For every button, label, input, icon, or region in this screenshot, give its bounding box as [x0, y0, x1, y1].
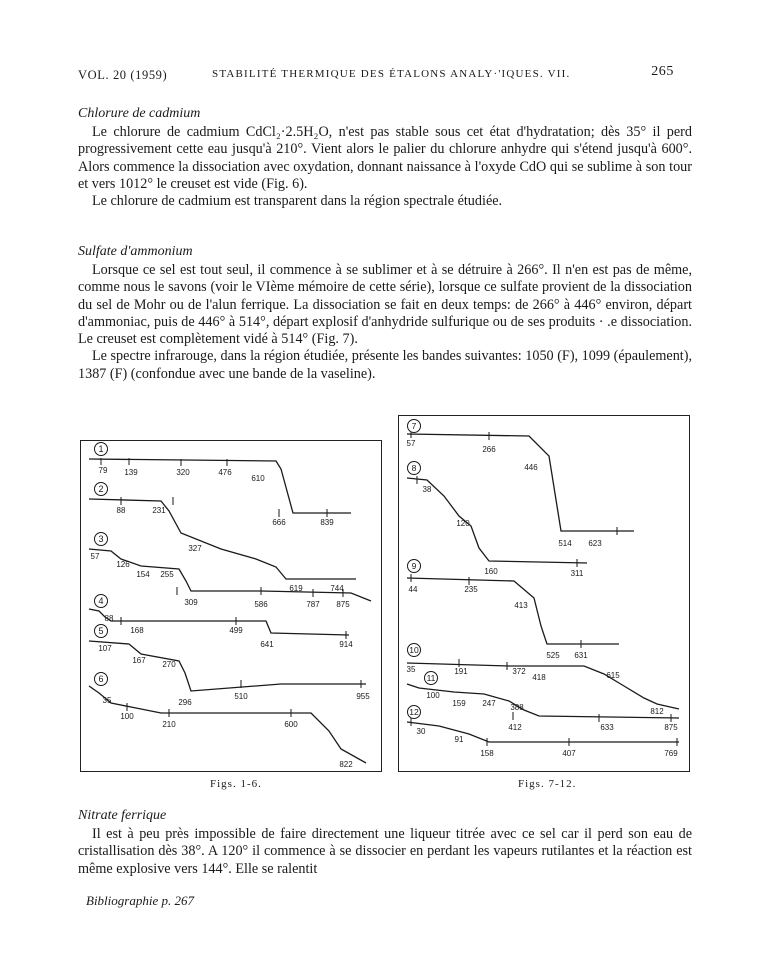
- temperature-label: 615: [606, 671, 620, 680]
- paragraph: Le chlorure de cadmium est transparent dans la région spectrale étudiée.: [92, 193, 503, 210]
- section-title-chlorure: Chlorure de cadmium: [78, 106, 201, 121]
- temperature-label: 514: [558, 539, 572, 548]
- temperature-label: 610: [251, 474, 265, 483]
- temperature-label: 120: [456, 519, 470, 528]
- temperature-label: 388: [510, 703, 524, 712]
- curve-number: 1: [98, 444, 104, 454]
- temperature-label: 955: [356, 692, 370, 701]
- thermogram-figs-1-6: [81, 441, 381, 771]
- temperature-label: 100: [120, 712, 134, 721]
- figure-left-box: [80, 440, 382, 772]
- temperature-label: 412: [508, 723, 522, 732]
- temperature-label: 91: [454, 735, 464, 744]
- curve-number: 9: [411, 561, 417, 571]
- curve-number: 3: [98, 534, 104, 544]
- section-body-sulfate: [78, 262, 692, 383]
- running-header-volume: VOL. 20 (1959): [78, 68, 168, 82]
- temperature-label: 309: [184, 598, 198, 607]
- temperature-label: 812: [650, 707, 664, 716]
- temperature-label: 787: [306, 600, 320, 609]
- temperature-label: 510: [234, 692, 248, 701]
- temperature-label: 875: [336, 600, 350, 609]
- temperature-label: 641: [260, 640, 274, 649]
- page-number: 265: [651, 64, 674, 79]
- temperature-label: 35: [102, 696, 112, 705]
- figure-right-caption: Figs. 7-12.: [518, 778, 577, 790]
- temperature-label: 839: [320, 518, 334, 527]
- temperature-label: 586: [254, 600, 268, 609]
- curve-number: 5: [98, 626, 104, 636]
- temperature-label: 255: [160, 570, 174, 579]
- temperature-label: 744: [330, 584, 344, 593]
- temperature-label: 311: [570, 569, 584, 578]
- temperature-label: 100: [426, 691, 440, 700]
- curve-number: 11: [426, 673, 436, 683]
- paragraph: Il est à peu près impossible de faire directement une liqueur titrée avec ce sel car il perd son eau de cristallisation dès 38°. A 120° il commence à se dissocier en perdant les vapeurs rutilantes et la réaction est même explosive vers 144°. Elle se ralentit: [78, 826, 692, 877]
- temperature-label: 476: [218, 468, 232, 477]
- curve-number: 8: [411, 463, 417, 473]
- running-header-title: STABILITÉ THERMIQUE DES ÉTALONS ANALY·'IQUES. VII.: [212, 68, 571, 80]
- temperature-label: 168: [130, 626, 144, 635]
- temperature-label: 631: [574, 651, 588, 660]
- temperature-label: 270: [162, 660, 176, 669]
- temperature-label: 446: [524, 463, 538, 472]
- temperature-label: 160: [484, 567, 498, 576]
- temperature-label: 88: [104, 614, 114, 623]
- temperature-label: 79: [98, 466, 108, 475]
- curve-number: 2: [98, 484, 104, 494]
- temperature-label: 413: [514, 601, 528, 610]
- temperature-label: 235: [464, 585, 478, 594]
- temperature-label: 38: [422, 485, 432, 494]
- temperature-label: 407: [562, 749, 576, 758]
- curve-number: 6: [98, 674, 104, 684]
- temperature-label: 769: [664, 749, 678, 758]
- temperature-label: 247: [482, 699, 496, 708]
- temperature-label: 167: [132, 656, 146, 665]
- temperature-label: 499: [229, 626, 243, 635]
- temperature-label: 296: [178, 698, 192, 707]
- temperature-label: 525: [546, 651, 560, 660]
- curve-number: 4: [98, 596, 104, 606]
- temperature-label: 231: [152, 506, 166, 515]
- temperature-label: 44: [408, 585, 418, 594]
- temperature-label: 158: [480, 749, 494, 758]
- temperature-label: 35: [406, 665, 416, 674]
- temperature-label: 154: [136, 570, 150, 579]
- bibliography-reference: Bibliographie p. 267: [86, 893, 194, 908]
- temperature-label: 191: [454, 667, 468, 676]
- curve-number: 12: [409, 707, 419, 717]
- temperature-label: 159: [452, 699, 466, 708]
- curve-number: 10: [409, 645, 419, 655]
- temperature-label: 57: [90, 552, 100, 561]
- thermogram-figs-7-12: [399, 416, 689, 771]
- temperature-label: 139: [124, 468, 138, 477]
- figure-right-box: [398, 415, 690, 772]
- temperature-label: 266: [482, 445, 496, 454]
- temperature-label: 107: [98, 644, 112, 653]
- paragraph: Le chlorure de cadmium CdCl₂·2.5H₂O, n'est pas stable sous cet état d'hydratation; dès 35° il perd progressivement cette eau jusqu'à 210°. Vient alors le palier du chlorure anhydre qui s'étend jusqu'à 600°. Alors commence la dissociation avec oxydation, donnant naissance à l'oxyde CdO qui se sublime à son tour et vers 1012° le creuset est vide (Fig. 6).: [78, 124, 692, 192]
- section-body-nitrate: [78, 826, 692, 878]
- figure-left-caption: Figs. 1-6.: [210, 778, 262, 790]
- temperature-label: 623: [588, 539, 602, 548]
- temperature-label: 372: [512, 667, 526, 676]
- paragraph: Lorsque ce sel est tout seul, il commence à se sublimer et à se détruire à 266°. Il n'en est pas de même, comme nous le savons (voir le VIème mémoire de cette série), lorsque ce sulfate provient de la dissociation du sel de Mohr ou de l'alun ferrique. La dissociation se fait en deux temps: de 266° à 446° environ, départ d'ammoniac, puis de 446° à 514°, départ explosif d'anhydride sulfurique ou de ses produits · .e dissociation. Le creuset est complètement vidé à 514° (Fig. 7).: [78, 262, 692, 348]
- section-body-chlorure: [78, 124, 692, 210]
- temperature-label: 57: [406, 439, 416, 448]
- temperature-label: 875: [664, 723, 678, 732]
- temperature-label: 210: [162, 720, 176, 729]
- temperature-label: 633: [600, 723, 614, 732]
- temperature-label: 126: [116, 560, 130, 569]
- temperature-label: 619: [289, 584, 303, 593]
- temperature-label: 327: [188, 544, 202, 553]
- temperature-label: 320: [176, 468, 190, 477]
- section-title-nitrate: Nitrate ferrique: [78, 808, 167, 823]
- temperature-label: 914: [339, 640, 353, 649]
- temperature-label: 88: [116, 506, 126, 515]
- temperature-label: 418: [532, 673, 546, 682]
- temperature-label: 666: [272, 518, 286, 527]
- temperature-label: 30: [416, 727, 426, 736]
- curve-number: 7: [411, 421, 417, 431]
- temperature-label: 822: [339, 760, 353, 769]
- paragraph: Le spectre infrarouge, dans la région étudiée, présente les bandes suivantes: 1050 (F), 1099 (épaulement), 1387 (F) (confondue avec une bande de la vaseline).: [78, 348, 692, 382]
- temperature-label: 600: [284, 720, 298, 729]
- section-title-sulfate: Sulfate d'ammonium: [78, 244, 193, 259]
